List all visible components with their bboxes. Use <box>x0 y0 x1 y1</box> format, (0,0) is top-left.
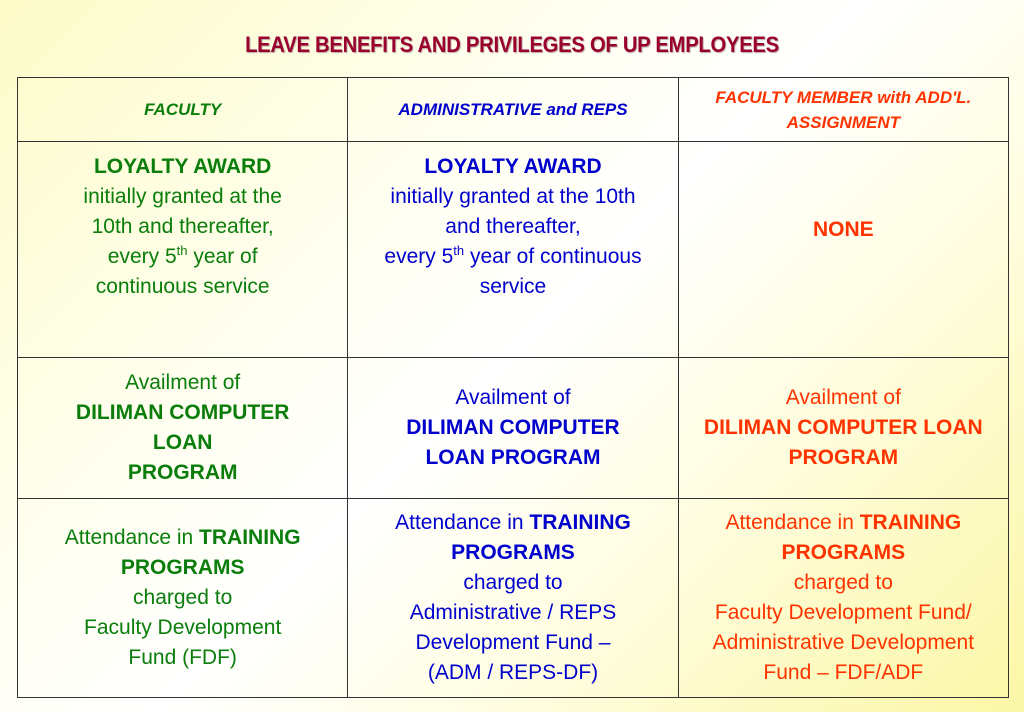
cell-loyalty-admin <box>348 142 678 358</box>
benefits-table <box>17 77 1009 698</box>
text-line: and thereafter, <box>445 215 581 238</box>
cell-loyalty-addl: NONE <box>678 142 1008 358</box>
table-row-loan <box>18 358 1009 499</box>
table-row-loyalty <box>18 142 1009 358</box>
text-line: every 5th year of continuous <box>384 243 642 268</box>
text-line: continuous service <box>95 275 270 298</box>
header-admin: ADMINISTRATIVE and REPS <box>348 78 678 142</box>
loyalty-heading: LOYALTY AWARD <box>93 155 272 178</box>
cell-loyalty-faculty <box>18 142 348 358</box>
cell-training-addl: Attendance in TRAINING PROGRAMS charged to Faculty Development Fund/ Administrative Development Fund – FDF/ADF <box>678 499 1008 698</box>
cell-loan-addl: Availment of DILIMAN COMPUTER LOAN PROGRAM <box>678 358 1008 499</box>
text-line: 10th and thereafter, <box>91 215 274 238</box>
text-line: service <box>479 275 547 298</box>
cell-training-admin: Attendance in TRAINING PROGRAMS charged to Administrative / REPS Development Fund – (ADM / REPS-DF) <box>348 499 678 698</box>
header-row <box>18 78 1009 142</box>
loyalty-heading: LOYALTY AWARD <box>424 155 602 178</box>
text-line: initially granted at the <box>83 185 282 208</box>
cell-loan-faculty: Availment of DILIMAN COMPUTER LOAN PROGRAM <box>18 358 348 499</box>
text-line: initially granted at the 10th <box>390 185 636 208</box>
header-addl: FACULTY MEMBER with ADD'L. ASSIGNMENT <box>678 78 1008 142</box>
text-line: every 5th year of <box>107 243 258 268</box>
header-faculty: FACULTY <box>18 78 348 142</box>
table-row-training <box>18 499 1009 698</box>
cell-training-faculty: Attendance in TRAINING PROGRAMS charged to Faculty Development Fund (FDF) <box>18 499 348 698</box>
page-title: LEAVE BENEFITS AND PRIVILEGES OF UP EMPLOYEES <box>245 32 779 57</box>
cell-loan-admin: Availment of DILIMAN COMPUTER LOAN PROGRAM <box>348 358 678 499</box>
